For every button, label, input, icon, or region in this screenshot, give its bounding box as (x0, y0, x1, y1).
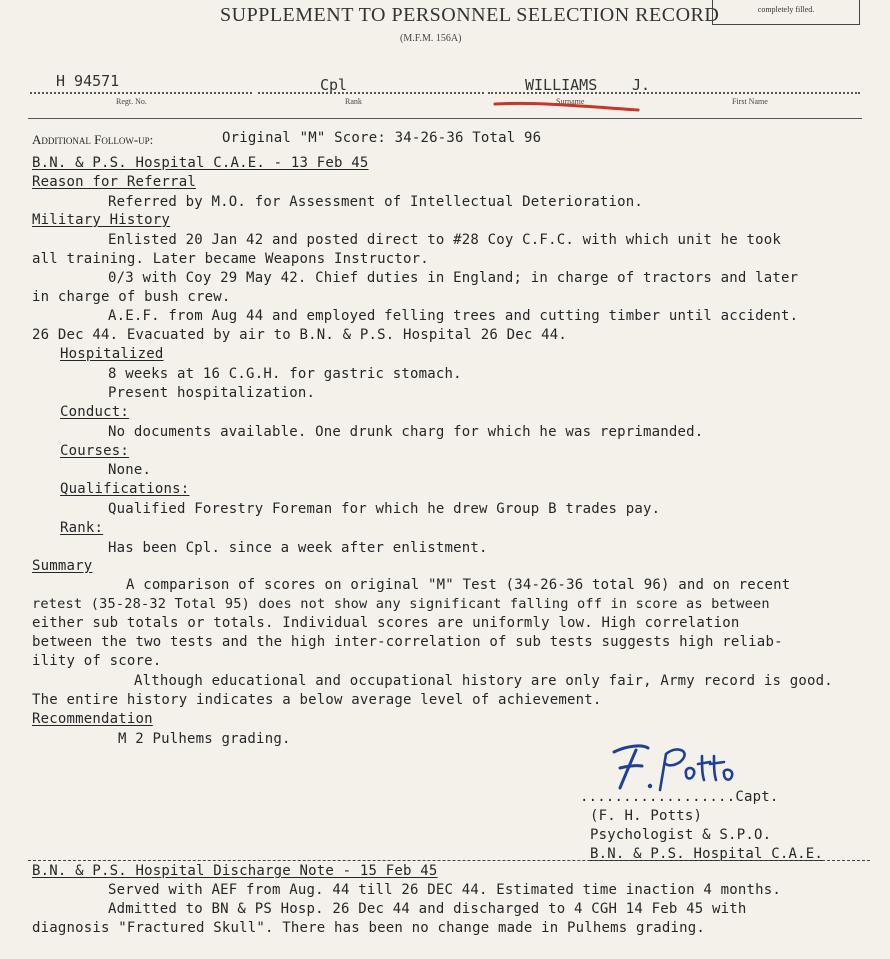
discharge-heading: B.N. & P.S. Hospital Discharge Note - 15 Feb 45 (32, 863, 438, 879)
body-line: M 2 Pulhems grading. (118, 731, 291, 747)
body-line: Enlisted 20 Jan 42 and posted direct to #28 Coy C.F.C. with which unit he took (108, 232, 782, 248)
discharge-line: Admitted to BN & PS Hosp. 26 Dec 44 and discharged to 4 CGH 14 Feb 45 with (108, 901, 747, 917)
heading-recommendation: Recommendation (32, 711, 153, 727)
heading-hospitalized: Hospitalized (60, 346, 164, 362)
body-line: Has been Cpl. since a week after enlistment. (108, 540, 488, 556)
followup-label: Additional Follow-up: (32, 132, 154, 147)
discharge-line: diagnosis "Fractured Skull". There has been no change made in Pulhems grading. (32, 920, 706, 936)
heading-rank: Rank: (60, 520, 104, 536)
body-line: all training. Later became Weapons Instructor. (32, 251, 429, 267)
signature-name: (F. H. Potts) (590, 808, 703, 824)
body-line: either sub totals or totals. Individual scores are uniformly low. High correlation (32, 615, 740, 631)
signature-title: ..................Capt. (580, 789, 779, 805)
body-line: Present hospitalization. (108, 385, 316, 401)
signature-unit: B.N. & P.S. Hospital C.A.E. (590, 846, 823, 862)
rank-line (258, 92, 484, 94)
corner-box-note: completely filled. (757, 5, 815, 14)
form-title: SUPPLEMENT TO PERSONNEL SELECTION RECORD (220, 4, 720, 26)
body-line: ility of score. (32, 653, 162, 669)
heading-military-history: Military History (32, 212, 171, 228)
body-line: 26 Dec 44. Evacuated by air to B.N. & P.S. Hospital 26 Dec 44. (32, 327, 567, 343)
signature-role: Psychologist & S.P.O. (590, 827, 772, 843)
body-line: Although educational and occupational history are only fair, Army record is good. (134, 673, 833, 689)
rank-caption: Rank (345, 97, 362, 106)
rank-value: Cpl (320, 76, 348, 94)
discharge-divider (28, 860, 870, 861)
body-line: retest (35-28-32 Total 95) does not show any significant falling off in score as between (32, 596, 770, 612)
first-name-caption: First Name (732, 97, 768, 106)
heading-courses: Courses: (60, 443, 130, 459)
body-line: No documents available. One drunk charg for which he was reprimanded. (108, 424, 704, 440)
surname-value: WILLIAMS (525, 76, 598, 94)
body-line: A.E.F. from Aug 44 and employed felling trees and cutting timber until accident. (108, 308, 799, 324)
regt-no-line (30, 92, 252, 94)
body-line: Qualified Forestry Foreman for which he drew Group B trades pay. (108, 501, 661, 517)
surname-caption: Surname (556, 97, 585, 106)
heading-conduct: Conduct: (60, 404, 130, 420)
name-line (488, 92, 860, 94)
body-line: in charge of bush crew. (32, 289, 231, 305)
heading-qualifications: Qualifications: (60, 481, 190, 497)
initial-value: J. (632, 76, 651, 94)
body-line: 8 weeks at 16 C.G.H. for gastric stomach. (108, 366, 462, 382)
body-line: between the two tests and the high inter-correlation of sub tests suggests high reliab- (32, 634, 783, 650)
followup-score: Original "M" Score: 34-26-36 Total 96 (222, 130, 542, 146)
body-line: The entire history indicates a below average level of achievement. (32, 692, 602, 708)
form-code: (M.F.M. 156A) (400, 33, 462, 44)
regt-no-caption: Regt. No. (116, 97, 147, 106)
heading-summary: Summary (32, 558, 93, 574)
body-line: None. (108, 462, 152, 478)
discharge-line: Served with AEF from Aug. 44 till 26 DEC 44. Estimated time inaction 4 months. (108, 882, 782, 898)
corner-box (712, 0, 860, 25)
regt-no-value: H 94571 (56, 72, 120, 90)
body-line: 0/3 with Coy 29 May 42. Chief duties in England; in charge of tractors and later (108, 270, 799, 286)
body-line: Referred by M.O. for Assessment of Intellectual Deterioration. (108, 194, 643, 210)
handwritten-signature (606, 738, 746, 796)
body-line: A comparison of scores on original "M" Test (34-26-36 total 96) and on recent (126, 577, 791, 593)
heading-reason-for-referral: Reason for Referral (32, 174, 196, 190)
header-rule (28, 118, 862, 119)
hospital-date-heading: B.N. & P.S. Hospital C.A.E. - 13 Feb 45 (32, 155, 369, 171)
